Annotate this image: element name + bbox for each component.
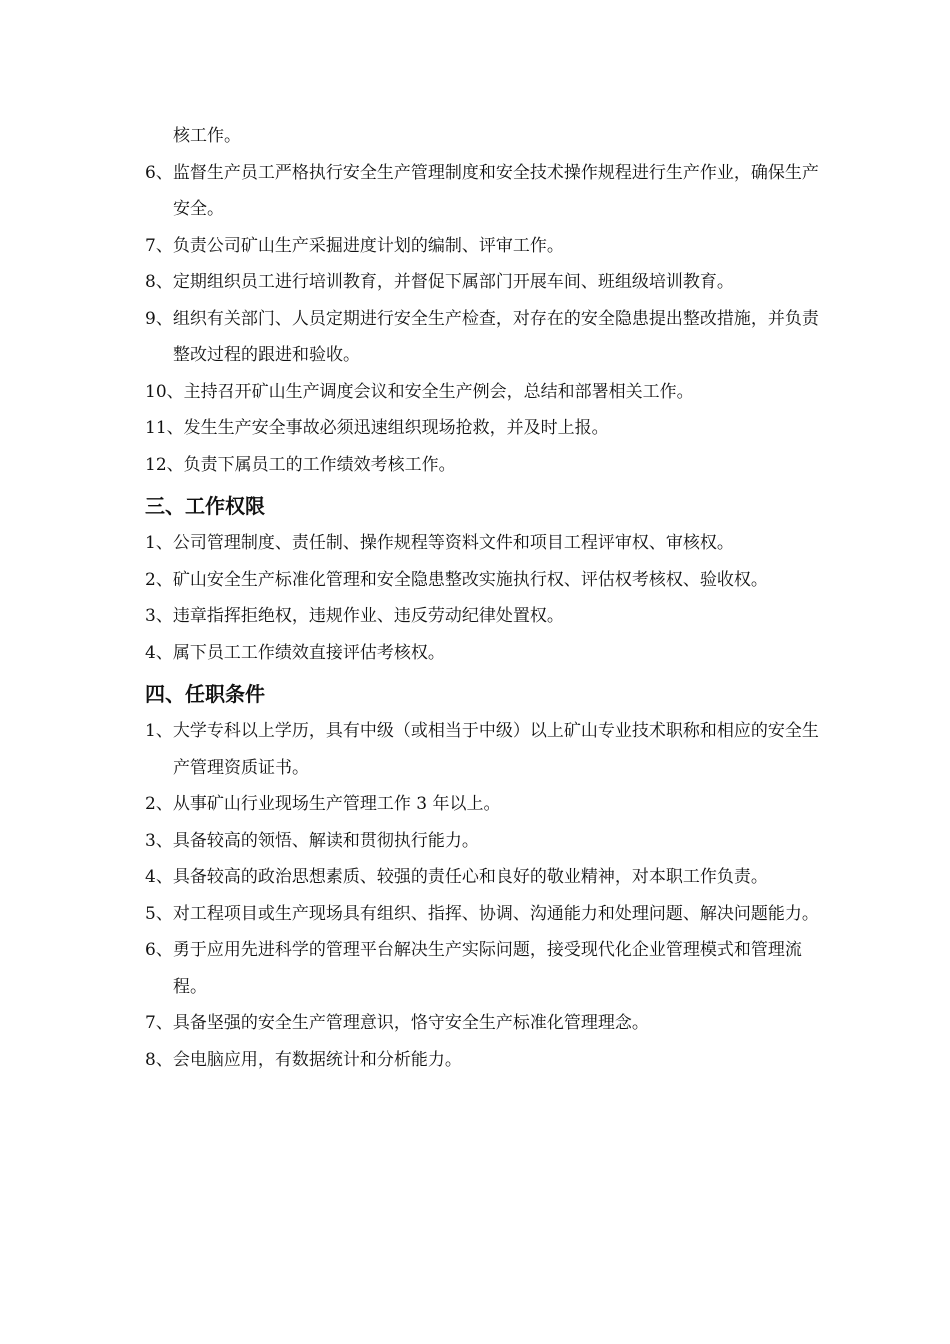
list-item: 12、负责下属员工的工作绩效考核工作。 <box>145 454 456 475</box>
section-heading-job-requirements: 四、任职条件 <box>145 682 265 706</box>
list-item: 1、公司管理制度、责任制、操作规程等资料文件和项目工程评审权、审核权。 <box>145 533 734 553</box>
section-heading-work-authority: 三、工作权限 <box>145 494 265 518</box>
list-item: 4、属下员工工作绩效直接评估考核权。 <box>145 642 445 663</box>
list-item: 6、监督生产员工严格执行安全生产管理制度和安全技术操作规程进行生产作业，确保生产安全。 <box>145 162 819 219</box>
list-item: 6、勇于应用先进科学的管理平台解决生产实际问题，接受现代化企业管理模式和管理流程。 <box>145 940 802 997</box>
list-item: 3、具备较高的领悟、解读和贯彻执行能力。 <box>145 830 479 851</box>
list-item: 8、定期组织员工进行培训教育，并督促下属部门开展车间、班组级培训教育。 <box>145 272 734 292</box>
list-item: 2、从事矿山行业现场生产管理工作 3 年以上。 <box>145 794 501 814</box>
list-item: 7、负责公司矿山生产采掘进度计划的编制、评审工作。 <box>145 235 564 256</box>
list-item: 4、具备较高的政治思想素质、较强的责任心和良好的敬业精神，对本职工作负责。 <box>145 867 768 887</box>
list-item: 7、具备坚强的安全生产管理意识，恪守安全生产标准化管理理念。 <box>145 1013 649 1033</box>
list-item: 11、发生生产安全事故必须迅速组织现场抢救，并及时上报。 <box>145 418 609 438</box>
list-item: 5、对工程项目或生产现场具有组织、指挥、协调、沟通能力和处理问题、解决问题能力。 <box>145 903 819 924</box>
list-item: 2、矿山安全生产标准化管理和安全隐患整改实施执行权、评估权考核权、验收权。 <box>145 569 768 590</box>
document-body <box>145 118 825 1078</box>
list-item: 8、会电脑应用，有数据统计和分析能力。 <box>145 1049 462 1070</box>
list-item: 9、组织有关部门、人员定期进行安全生产检查，对存在的安全隐患提出整改措施，并负责整改过程的跟进和验收。 <box>145 308 819 365</box>
list-item: 1、大学专科以上学历，具有中级（或相当于中级）以上矿山专业技术职称和相应的安全生产管理资质证书。 <box>145 721 819 778</box>
list-item: 3、违章指挥拒绝权，违规作业、违反劳动纪律处置权。 <box>145 606 564 626</box>
list-item-continuation: 核工作。 <box>173 126 241 146</box>
list-item: 10、主持召开矿山生产调度会议和安全生产例会，总结和部署相关工作。 <box>145 381 694 402</box>
